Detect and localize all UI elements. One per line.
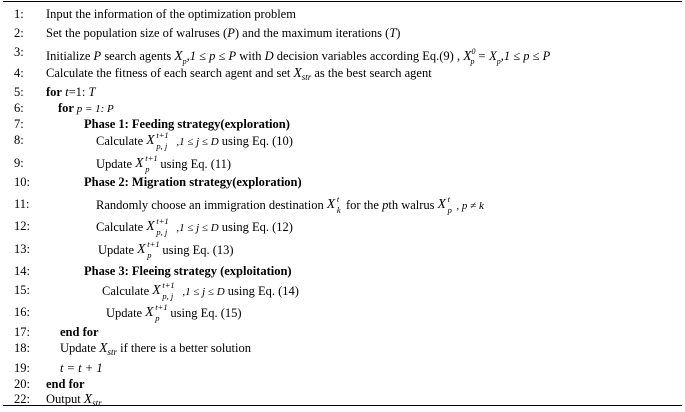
line-text: Input the information of the optimization problem bbox=[46, 7, 296, 21]
line-number: 11: bbox=[14, 197, 30, 211]
top-rule bbox=[3, 1, 682, 2]
line-number: 22: bbox=[14, 392, 30, 406]
keyword-end-for: end for bbox=[46, 377, 85, 391]
line-number: 15: bbox=[14, 283, 30, 297]
line-number: 9: bbox=[14, 156, 24, 170]
line-number: 7: bbox=[14, 117, 24, 131]
line-text: Calculate the fitness of each search agent and set $X_{str}$ as the best search agent bbox=[46, 65, 432, 82]
line-number: 2: bbox=[14, 26, 24, 40]
line-text: Output $X_{str}$ bbox=[46, 391, 102, 408]
line-text: Set the population size of walruses (P) and the maximum iterations (T) bbox=[46, 26, 401, 40]
line-number: 4: bbox=[14, 66, 24, 80]
line-text: for p = 1: P bbox=[58, 101, 114, 115]
line-number: 19: bbox=[14, 361, 30, 375]
line-text: Update $X_{str}$ if there is a better solution bbox=[60, 340, 251, 357]
line-number: 18: bbox=[14, 341, 30, 355]
line-number: 1: bbox=[14, 7, 24, 21]
line-number: 3: bbox=[14, 45, 24, 59]
line-text: Calculate X t+1 p, j ,1 ≤ j ≤ D using Eq. (10) bbox=[96, 130, 293, 151]
keyword-end-for: end for bbox=[60, 325, 99, 339]
line-number: 16: bbox=[14, 305, 30, 319]
line-number: 10: bbox=[14, 175, 30, 189]
line-text: Calculate X t+1 p, j ,1 ≤ j ≤ D using Eq. (12) bbox=[96, 216, 293, 237]
line-text: for t=1: T bbox=[46, 85, 96, 99]
bottom-rule bbox=[3, 405, 682, 406]
line-text: Update X t+1 p using Eq. (15) bbox=[106, 302, 242, 323]
line-number: 8: bbox=[14, 133, 24, 147]
line-number: 6: bbox=[14, 101, 24, 115]
line-text: Update X t+1 p using Eq. (11) bbox=[96, 153, 232, 174]
line-text: Update X t+1 p using Eq. (13) bbox=[98, 239, 234, 260]
line-number: 5: bbox=[14, 85, 24, 99]
phase-heading: Phase 3: Fleeing strategy (exploitation) bbox=[84, 264, 292, 278]
line-text: Randomly choose an immigration destination X t k for the pth walrus X t p , p ≠ k bbox=[96, 194, 484, 215]
phase-heading: Phase 1: Feeding strategy(exploration) bbox=[84, 117, 290, 131]
phase-heading: Phase 2: Migration strategy(exploration) bbox=[84, 175, 302, 189]
line-text: Calculate X t+1 p, j ,1 ≤ j ≤ D using Eq. (14) bbox=[102, 280, 299, 301]
line-number: 13: bbox=[14, 242, 30, 256]
line-number: 17: bbox=[14, 325, 30, 339]
line-number: 14: bbox=[14, 264, 30, 278]
line-text: t = t + 1 bbox=[60, 361, 103, 375]
line-text: Initialize P search agents $X_p,1 \le p \le P$ with D decision variables according Eq.(9) , $X^0_p = X_p,1 \le p \le P$ bbox=[46, 47, 551, 66]
line-number: 12: bbox=[14, 219, 30, 233]
line-number: 20: bbox=[14, 377, 30, 391]
